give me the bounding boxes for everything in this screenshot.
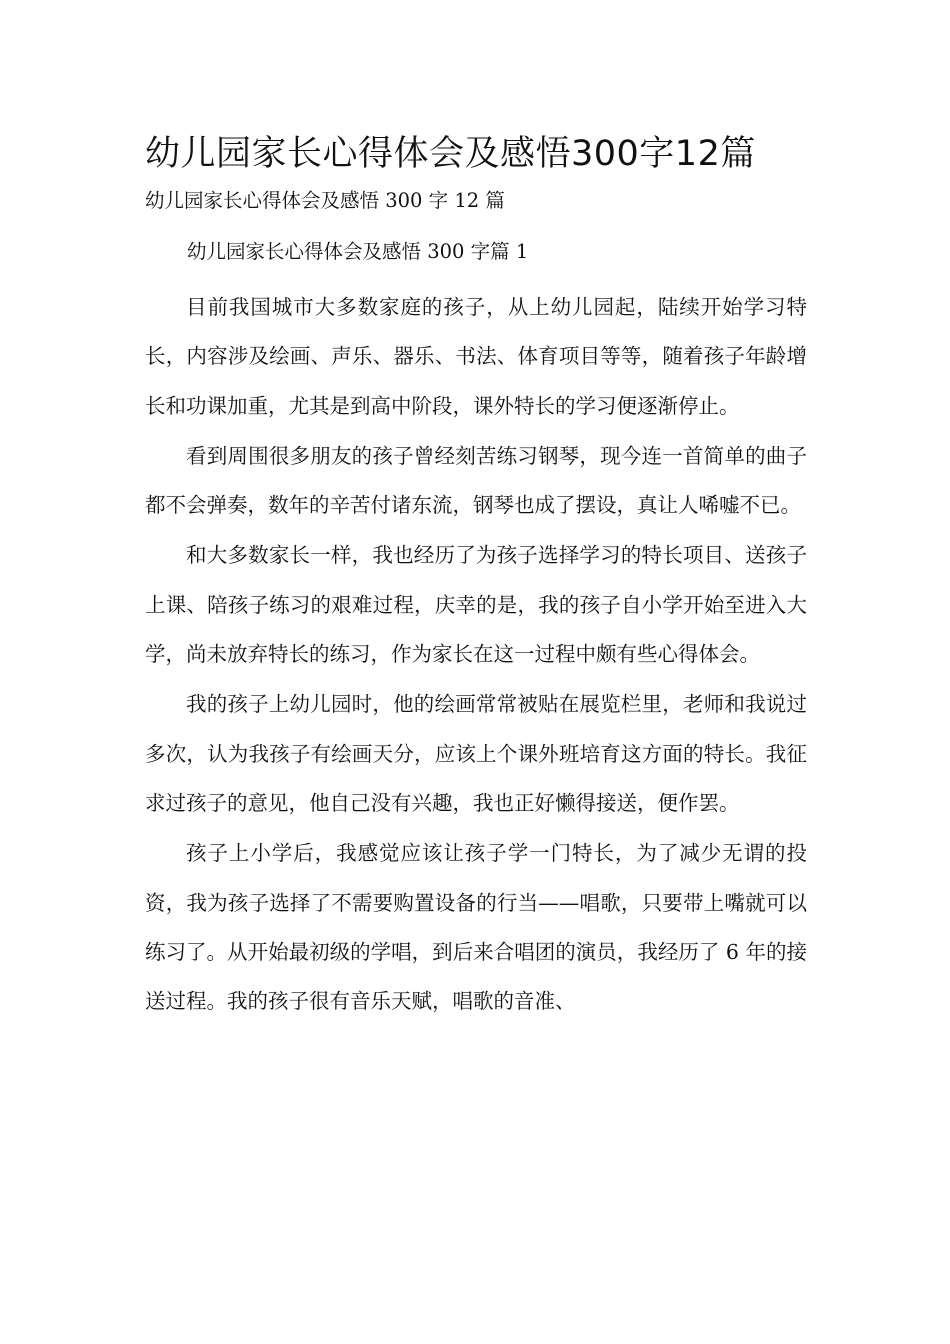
document-subtitle: 幼儿园家长心得体会及感悟 300 字 12 篇 xyxy=(145,189,505,212)
paragraph-1: 目前我国城市大多数家庭的孩子，从上幼儿园起，陆续开始学习特长，内容涉及绘画、声乐、器乐、书法、体育项目等等，随着孩子年龄增长和功课加重，尤其是到高中阶段，课外特长的学习便逐渐停止。 xyxy=(145,295,807,418)
document-title: 幼儿园家长心得体会及感悟300字12篇 xyxy=(145,134,756,174)
section-heading: 幼儿园家长心得体会及感悟 300 字篇 1 xyxy=(187,240,529,263)
paragraph-2: 看到周围很多朋友的孩子曾经刻苦练习钢琴，现今连一首简单的曲子都不会弹奏，数年的辛苦付诸东流，钢琴也成了摆设，真让人唏嘘不已。 xyxy=(145,443,807,518)
document-body xyxy=(145,283,807,1027)
paragraph-5: 孩子上小学后，我感觉应该让孩子学一门特长，为了减少无谓的投资，我为孩子选择了不需要购置设备的行当——唱歌，只要带上嘴就可以练习了。从开始最初级的学唱，到后来合唱团的演员，我经历了 6 年的接送过程。我的孩子很有音乐天赋，唱歌的音准、 xyxy=(145,841,807,1014)
paragraph-4: 我的孩子上幼儿园时，他的绘画常常被贴在展览栏里，老师和我说过多次，认为我孩子有绘画天分，应该上个课外班培育这方面的特长。我征求过孩子的意见，他自己没有兴趣，我也正好懒得接送，便作罢。 xyxy=(145,692,807,815)
paragraph-3: 和大多数家长一样，我也经历了为孩子选择学习的特长项目、送孩子上课、陪孩子练习的艰难过程，庆幸的是，我的孩子自小学开始至进入大学，尚未放弃特长的练习，作为家长在这一过程中颇有些心得体会。 xyxy=(145,543,807,667)
